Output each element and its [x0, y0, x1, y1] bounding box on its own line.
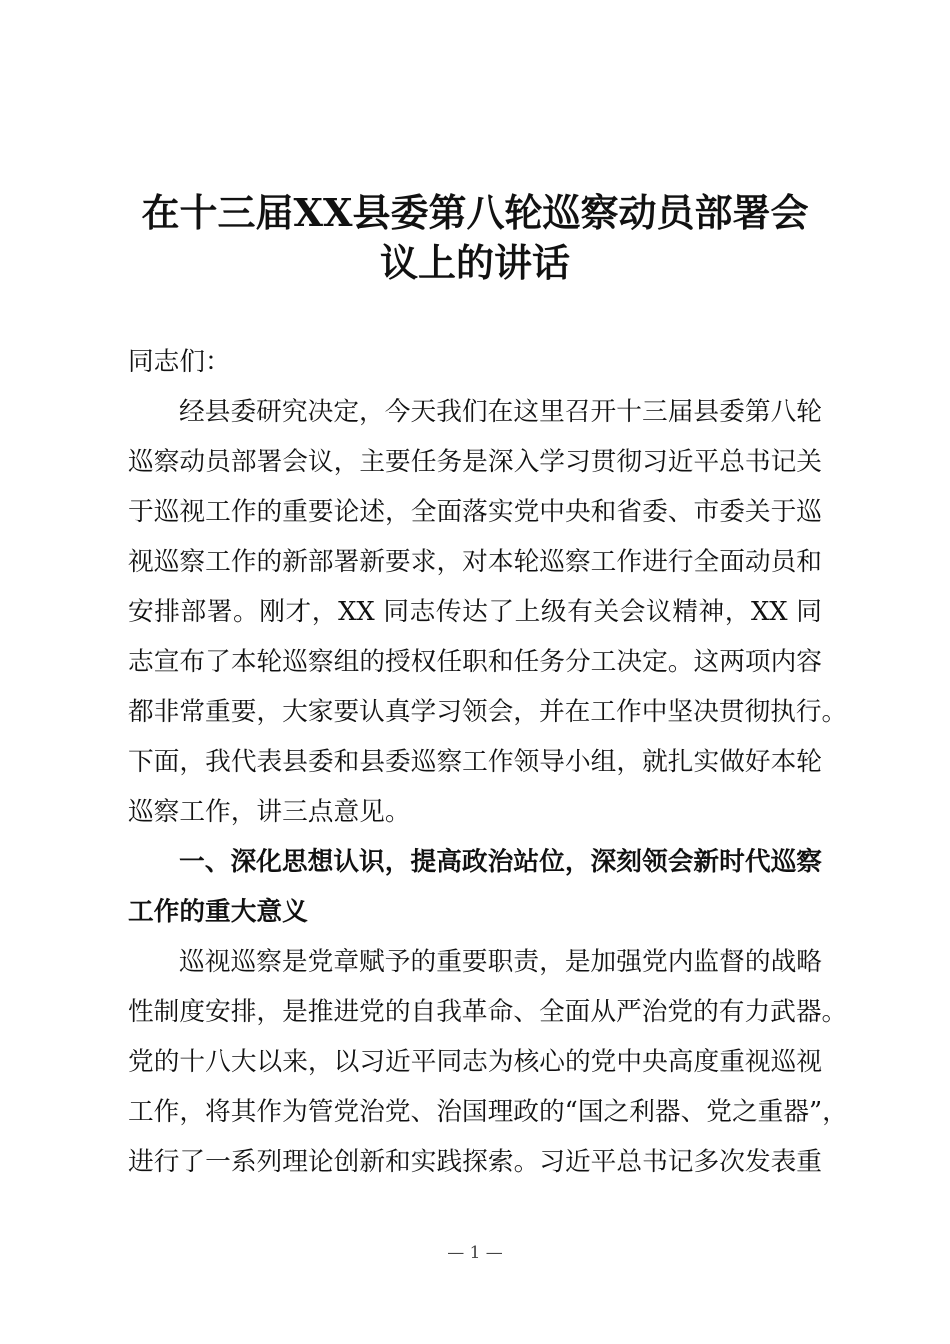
paragraph	[128, 337, 822, 387]
paragraph	[128, 937, 848, 1187]
document-title-line-2: 议上的讲话	[379, 240, 570, 285]
text-line: 工作的重大意义	[128, 897, 308, 927]
text-line: 一、深化思想认识，提高政治站位，深刻领会新时代巡察	[179, 847, 822, 877]
text-line: 于巡视工作的重要论述，全面落实党中央和省委、市委关于巡	[128, 497, 822, 527]
text-line: 经县委研究决定，今天我们在这里召开十三届县委第八轮	[179, 397, 822, 427]
text-line: 都非常重要，大家要认真学习领会，并在工作中坚决贯彻执行。	[128, 697, 848, 727]
text-line: 下面，我代表县委和县委巡察工作领导小组，就扎实做好本轮	[128, 747, 822, 777]
page-number: — 1 —	[447, 1243, 503, 1263]
text-line: 工作，将其作为管党治党、治国理政的“国之利器、党之重器”，	[128, 1097, 848, 1127]
document-title-line-1: 在十三届XX县委第八轮巡察动员部署会	[141, 190, 809, 235]
text-line: 巡察动员部署会议，主要任务是深入学习贯彻习近平总书记关	[128, 447, 822, 477]
paragraph	[128, 387, 848, 837]
document-body	[128, 337, 848, 1187]
text-line: 视巡察工作的新部署新要求，对本轮巡察工作进行全面动员和	[128, 547, 822, 577]
text-line: 性制度安排，是推进党的自我革命、全面从严治党的有力武器。	[128, 997, 848, 1027]
text-line: 巡视巡察是党章赋予的重要职责，是加强党内监督的战略	[179, 947, 822, 977]
text-line: 同志们：	[128, 347, 231, 377]
text-line: 党的十八大以来，以习近平同志为核心的党中央高度重视巡视	[128, 1047, 822, 1077]
text-line: 巡察工作，讲三点意见。	[128, 797, 411, 827]
text-line: 志宣布了本轮巡察组的授权任职和任务分工决定。这两项内容	[128, 647, 822, 677]
text-line: 进行了一系列理论创新和实践探索。习近平总书记多次发表重	[128, 1147, 822, 1177]
section-heading	[128, 837, 822, 937]
text-line: 安排部署。刚才，XX 同志传达了上级有关会议精神，XX 同	[128, 597, 822, 627]
